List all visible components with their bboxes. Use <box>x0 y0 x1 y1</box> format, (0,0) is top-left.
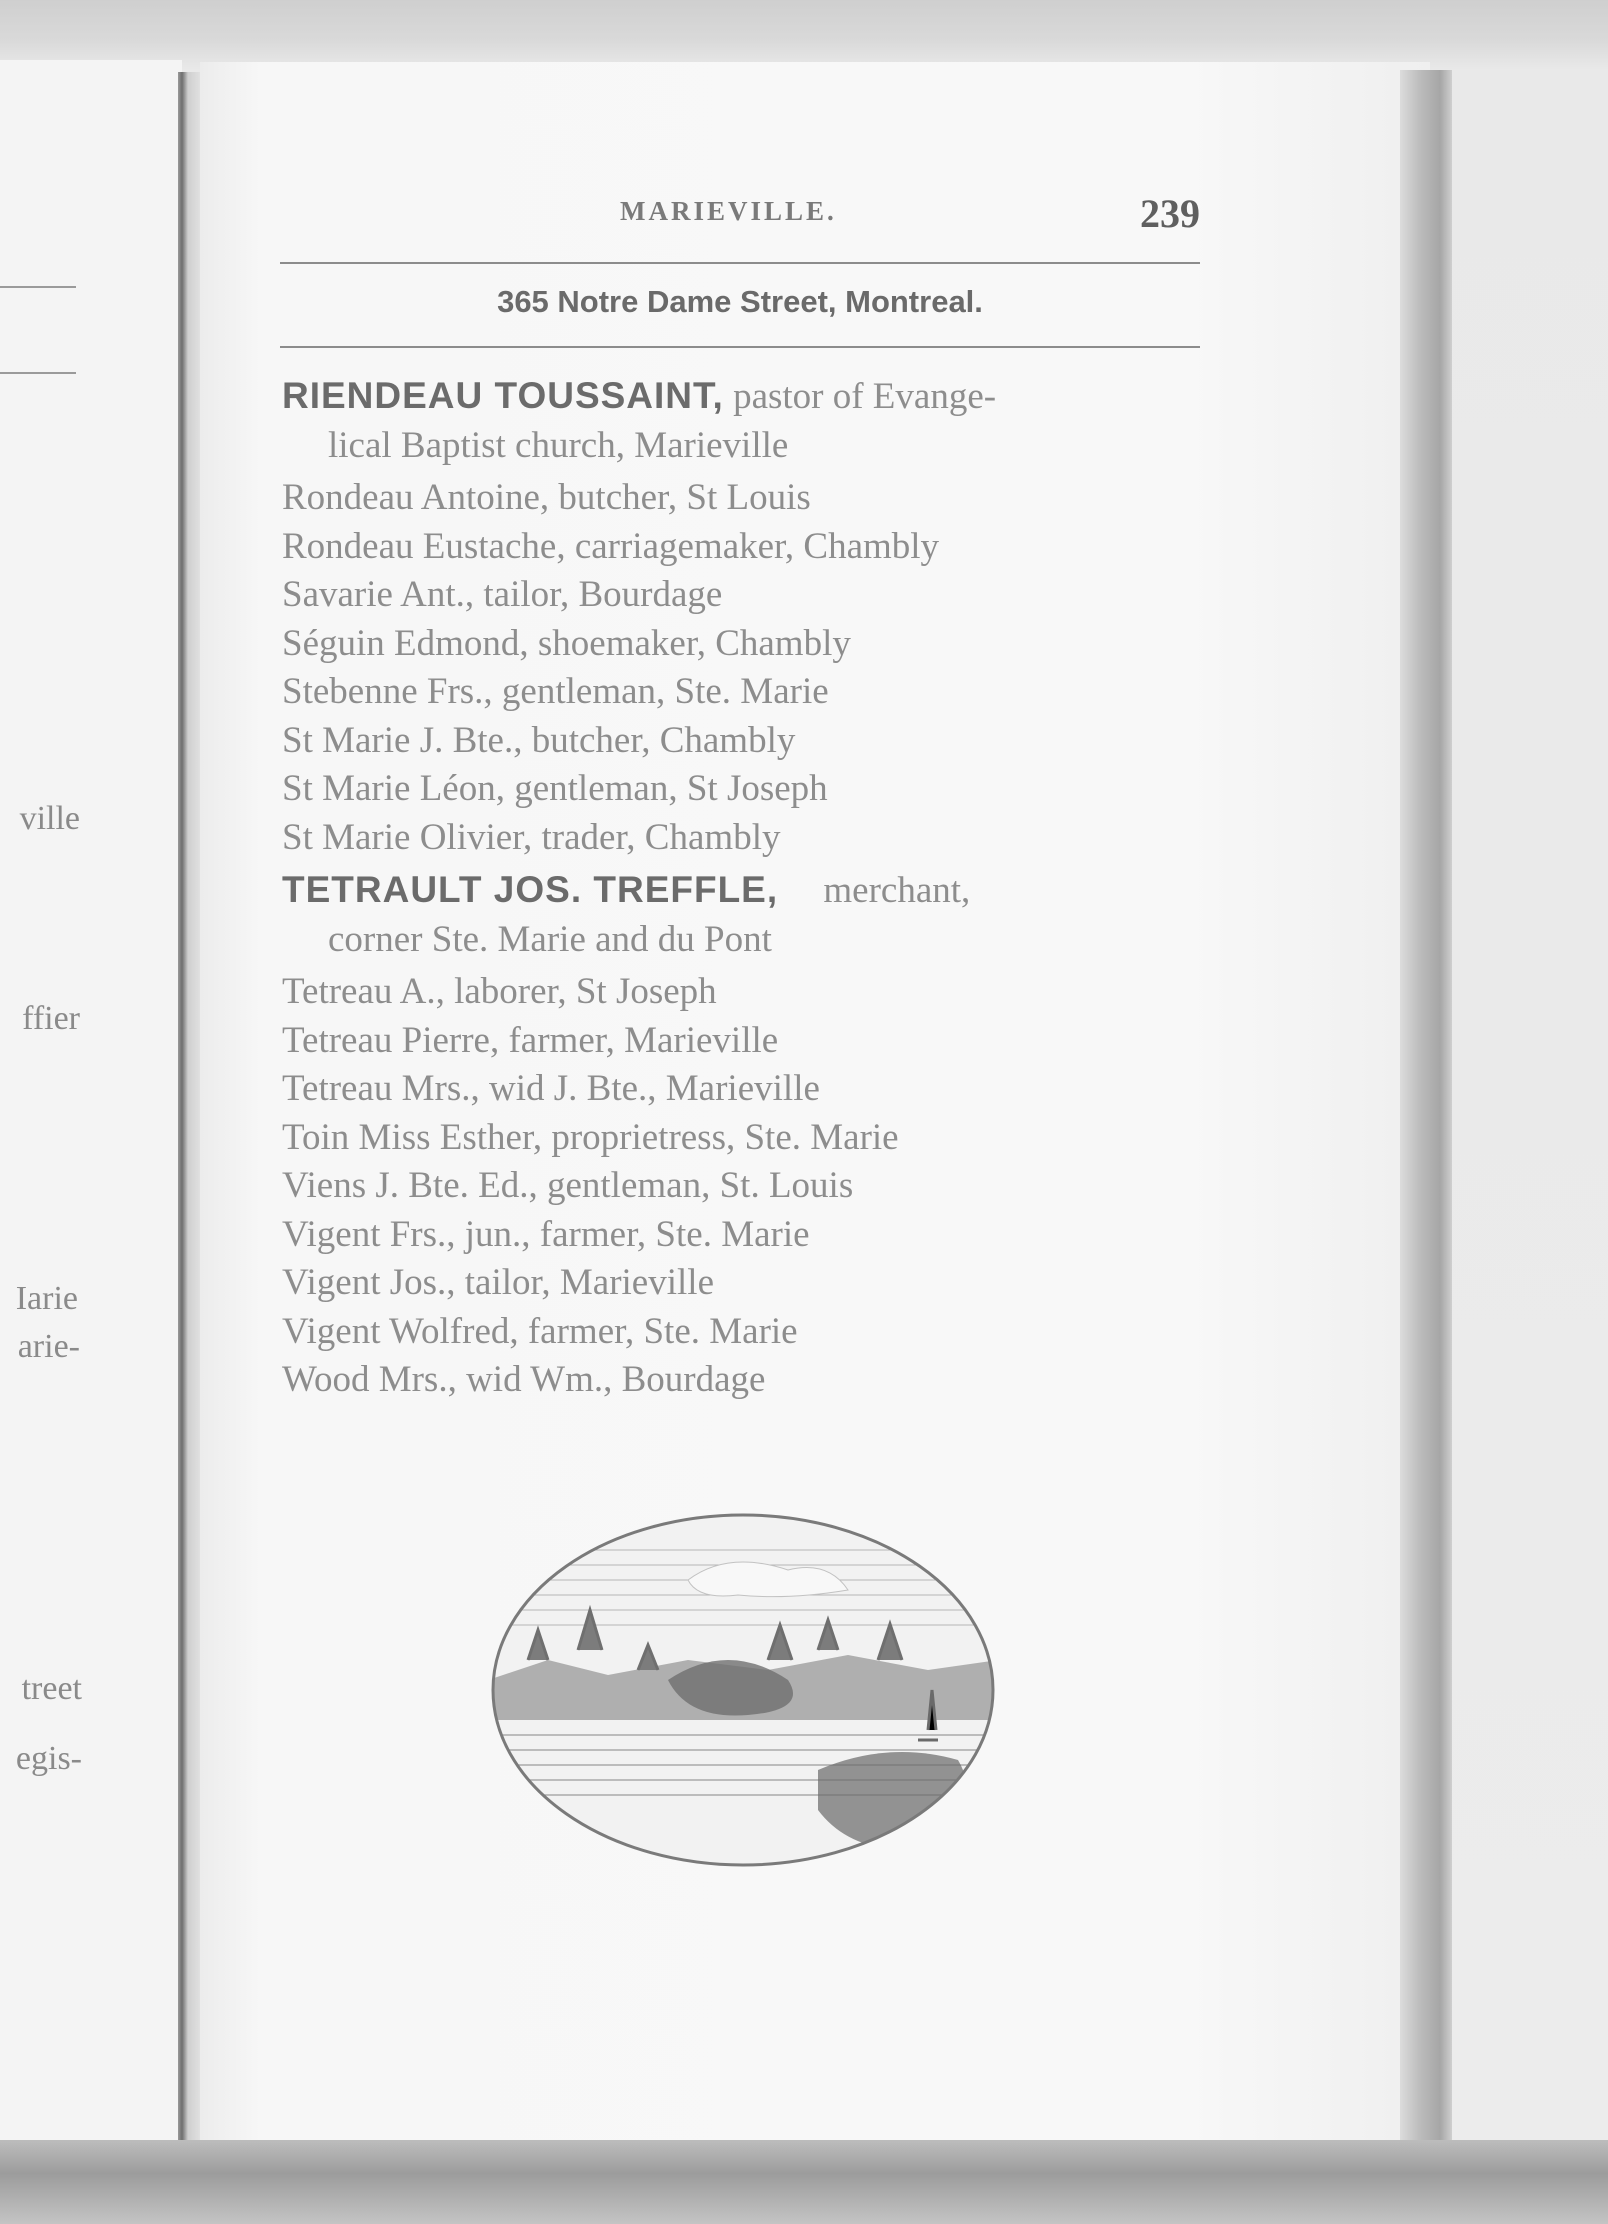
entry-continuation: corner Ste. Marie and du Pont <box>328 918 772 960</box>
directory-entry: Vigent Jos., tailor, Marieville <box>282 1262 714 1303</box>
running-head-title: MARIEVILLE. <box>620 196 837 226</box>
directory-entries <box>282 368 1222 1405</box>
directory-entry: St Marie Léon, gentleman, St Joseph <box>282 768 828 809</box>
entry-text: pastor of Evange- <box>723 376 997 417</box>
entry-name-bold: RIENDEAU TOUSSAINT, <box>282 375 724 416</box>
directory-entry: St Marie Olivier, trader, Chambly <box>282 816 781 858</box>
directory-entry: Rondeau Eustache, carriagemaker, Chambly <box>282 525 940 567</box>
directory-entry: Viens J. Bte. Ed., gentleman, St. Louis <box>282 1165 854 1206</box>
directory-entry: Wood Mrs., wid Wm., Bourdage <box>282 1359 766 1400</box>
directory-entry: Vigent Wolfred, farmer, Ste. Marie <box>282 1310 798 1352</box>
directory-entry <box>282 372 1222 470</box>
left-page <box>0 60 182 2140</box>
left-page-fragment: ffier <box>22 1000 80 1037</box>
header-rule-bottom <box>280 346 1200 348</box>
scan-bottom-edge <box>0 2140 1608 2224</box>
directory-entry: Toin Miss Esther, proprietress, Ste. Marie <box>282 1116 899 1158</box>
directory-entry: Tetreau Pierre, farmer, Marieville <box>282 1019 779 1061</box>
publisher-address: 365 Notre Dame Street, Montreal. <box>497 284 983 319</box>
directory-entry: Vigent Frs., jun., farmer, Ste. Marie <box>282 1213 810 1255</box>
entry-text: merchant, <box>814 870 971 911</box>
directory-entry <box>282 866 1222 964</box>
left-page-fragment: treet <box>21 1670 82 1707</box>
left-page-fragment: Iarie <box>15 1280 78 1317</box>
page-edge-shadow <box>1400 70 1452 2140</box>
page-number: 239 <box>1140 191 1200 236</box>
entry-continuation: lical Baptist church, Marieville <box>328 424 789 466</box>
landscape-vignette-illustration <box>488 1510 998 1870</box>
left-page-fragment: egis- <box>15 1740 82 1777</box>
directory-entry: Rondeau Antoine, butcher, St Louis <box>282 477 811 518</box>
header-rule-top <box>280 262 1200 264</box>
left-page-fragment: ville <box>19 800 80 837</box>
directory-entry: Séguin Edmond, shoemaker, Chambly <box>282 622 851 664</box>
left-page-fragment: arie- <box>17 1328 80 1365</box>
directory-entry: Tetreau A., laborer, St Joseph <box>282 971 717 1012</box>
directory-entry: Tetreau Mrs., wid J. Bte., Marieville <box>282 1068 820 1109</box>
directory-entry: Savarie Ant., tailor, Bourdage <box>282 574 723 615</box>
left-page-rule-bottom <box>0 372 76 374</box>
directory-entry: St Marie J. Bte., butcher, Chambly <box>282 719 796 761</box>
running-head <box>280 190 1200 240</box>
left-page-rule-top <box>0 286 76 288</box>
entry-name-bold: TETRAULT JOS. TREFFLE, <box>282 869 779 910</box>
directory-entry: Stebenne Frs., gentleman, Ste. Marie <box>282 671 829 712</box>
